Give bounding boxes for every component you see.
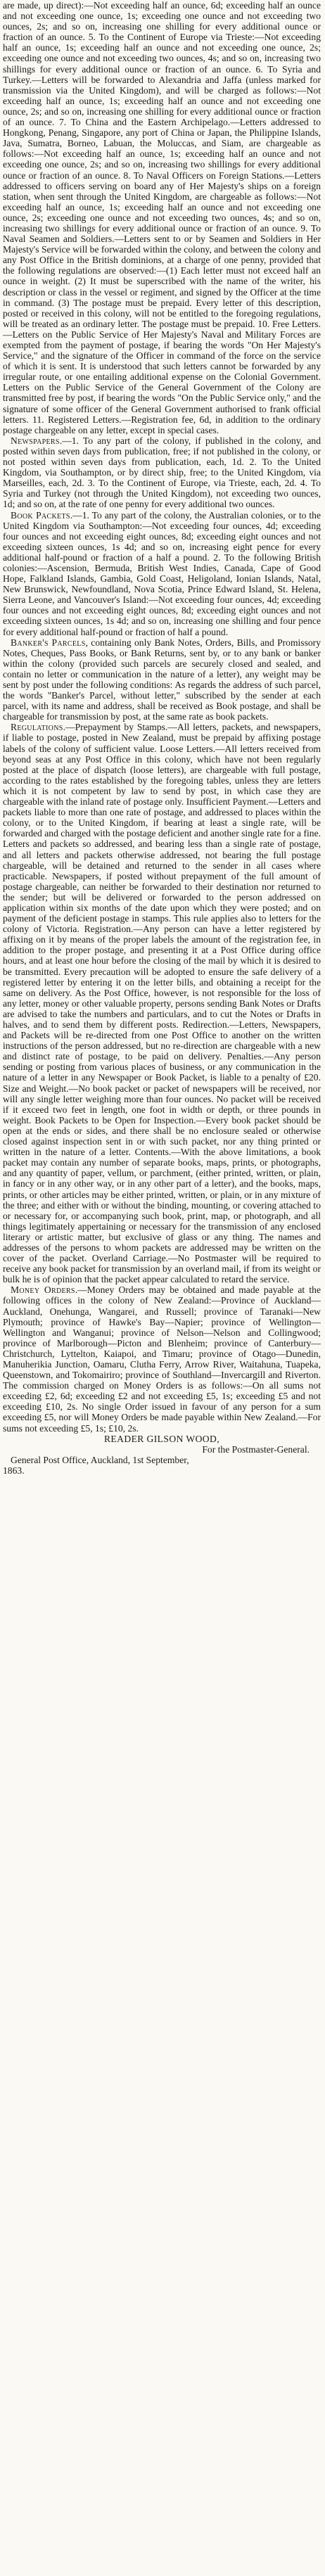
paragraph-body: .—Prepayment by Stamps.—All letters, packets, and newspapers, if liable to postage, posted in New Zealand, must be prepaid by affixing postage labels of the colony of sufficient value. Loose Letters.—All letters received from beyond seas at any Post Office in this colony, which have not been regularly posted at the place of dispatch (loose letters), are chargeable with full postage, according to the rates established by the foregoing tables, unless they are letters which it is not competent by law to send by post, in which case they are chargeable with the inland rate of postage only. Insufficient Payment.—Letters and packets liable to more than one rate of postage, and addressed to places within the colony, or to the United Kingdom, if bearing at least a single rate, will be forwarded and charged with the postage deficient and another single rate for a fine. Letters and packets so addressed, and bearing less than a single rate of postage, and all letters and packets otherwise addressed, not bearing the full postage chargeable, will be detained and returned to the sender in all cases where practicable. Newspapers, if posted without prepayment of the full amount of postage chargeable, can neither be forwarded to their destination nor returned to the sender; but will be delivered or forwarded to the person addressed on application within six months of the date upon which they were posted; and on payment of the deficient postage in stamps. This rule applies also to letters for the colony of Victoria. Registration.—Any person can have a letter registered by affixing on it by means of the proper labels the amount of the registration fee, in addition to the proper postage, and presenting it at a Post Office during office hours, and at least one hour before the closing of the mail by which it is desired to be transmitted. Every precaution will be adopted to ensure the safe delivery of a registered letter by entering it on the letter bills, and obtaining a receipt for the same on delivery. As the Post Office, however, is not responsible for the loss of any letter, money or other valuable property, persons sending Bank Notes or Drafts are advised to take the numbers and particulars, and to cut the Notes or Drafts in halves, and to send them by different posts. Redirection.—Letters, Newspapers, and Packets will be re-directed from one Post Office to another on the written instructions of the person addressed, but no re-direction are chargeable with a new and distinct rate of postage, to be paid on delivery. Penalties.—Any person sending or posting from various places of business, or any communication in the nature of a letter in any Newspaper or Book Packet, is liable to a penalty of £20. Size and Weight.—No book packet or packet of newspapers will be received, nor will any single letter weighing more than four ounces. No packet will be received if it exceed two feet in length, one foot in width or depth, or three pounds in weight. Book Packets to be Open for Inspection.—Every book packet should be open at the ends or sides, and there shall be no enclosure sealed or otherwise closed against inspection sent in or with such packet, nor any thing printed or written in the nature of a letter. Contents.—With the above limitations, a book packet may contain any number of separate books, maps, prints, or photographs, and any quantity of paper, vellum, or parchment, (either printed, written, or plain, in fancy or in any other way, or in any other part of a letter), and the books, maps, prints, or other articles may be either printed, written, or plain, or in any mixture of the three; and either with or without the binding, mounting, or covering attached to or necessary for, or accompanying such book, print, map, or photograph, and all things legitimately appertaining or necessary for the transmission of any enclosed literary or artistic matter, but exclusive of glass or any thing. The names and addresses of the persons to whom packets are addressed may be written on the cover of the packet. Overland Carriage.—No Postmaster will be required to receive any book packet for transmission by an overland mail, if from its weight or bulk he is of opinion that the packet appear calculated to retard the service. (3, 722, 321, 1285)
paragraph-heading: Book Packets (11, 509, 70, 521)
paragraph-body: .—1. To any part of the colony, if published in the colony, and posted within seven days from publication, free; if not published in the colony, or not posted within seven days from publication, each, 1d. 2. To the United Kingdom, via Southampton, or by direct ship, free; to the United Kingdom, via Marseilles, each, 2d. 3. To the Continent of Europe, via Trieste, each, 2d. 4. To Syria and Turkey (not through the United Kingdom), not exceeding two ounces, 1d; and so on, at the rate of one penny for every additional two ounces. (3, 435, 321, 510)
paragraph-body: , containing only Bank Notes, Orders, Bills, and Promissory Notes, Cheques, Pass Books, or Bank Returns, sent by, or to any bank or banker within the colony (provided such parcels are securely closed and sealed, and contain no letter or communication in the nature of a letter), any weight may be sent by post under the following conditions: As regards the address of such parcel, the words "Banker's Parcel, without letter," subscribed by the sender at each parcel, with its name and address, shall be received as Book postage, and shall be chargeable for transmission by post, at the same rate as book packets. (3, 637, 321, 722)
paragraph-newspapers (3, 435, 321, 510)
paragraph-body: are made, up direct):—Not exceeding half an ounce, 6d; exceeding half an ounce and not exceeding one ounce, 1s; exceeding one ounce and not exceeding two ounces, 2s; and so on, increasing one shilling for every additional ounce or fraction of an ounce. 5. To the Continent of Europe via Trieste:—Not exceeding half an ounce, 1s; exceeding half an ounce and not exceeding one ounce, 2s; exceeding one ounce and not exceeding two ounces, 4s; and so on, increasing two shillings for every additional ounce or fraction of an ounce. 6. To Syria and Turkey.—Letters will be forwarded to Alexandria and Jaffa (unless marked for transmission via the United Kingdom), and will be charged as follows:—Not exceeding half an ounce, 1s; exceeding half an ounce and not exceeding one ounce, 2s; and so on, increasing one shilling for every additional ounce or fraction of an ounce. 7. To China and the Eastern Archipelago.—Letters addressed to Hongkong, Penang, Singapore, any port of China or Japan, the Philippine Islands, Java, Sumatra, Borneo, Labuan, the Moluccas, and Siam, are chargeable as follows:—Not exceeding half an ounce, 1s; exceeding half an ounce and not exceeding one ounce, 2s; and so on, increasing two shillings for every additional ounce or fraction of an ounce. 8. To Naval Officers on Foreign Stations.—Letters addressed to officers serving on board any of Her Majesty's ships on a foreign station, when sent through the United Kingdom, are chargeable as follows:—Not exceeding half an ounce, 1s; exceeding half an ounce and not exceeding one ounce, 2s; exceeding one ounce and not exceeding two ounces, 4s; and so on, increasing two shillings for every additional ounce or fraction of an ounce. 9. To Naval Seamen and Soldiers.—Letters sent to or by Seamen and Soldiers in Her Majesty's Service will be forwarded within the colony, and between the colony and any Post Office in the British dominions, at a charge of one penny, provided that the following regulations are observed:—(1) Each letter must not exceed half an ounce in weight. (2) It must be superscribed with the name of the writer, his description or class in the vessel or regiment, and signed by the Officer at the time in command. (3) The postage must be prepaid. Every letter of this description, posted or received in this colony, will not be entitled to the foregoing regulations, will be treated as an ordinary letter. The postage must be prepaid. 10. Free Letters.—Letters on the Public Service of Her Majesty's Naval and Military Forces are exempted from the payment of postage, if bearing the words "On Her Majesty's Service," and the signature of the Officer in command of the force on the service of which it is sent. It is understood that such letters cannot be forwarded by any irregular route, or one entailing additional expense on the Colonial Government. Letters on the Public Service of the General Government of the Colony are transmitted free by post, if bearing the words "On the Public Service only," and the signature of some officer of the General Government authorised to frank official letters. 11. Registered Letters.—Registration fee, 6d, in addition to the ordinary postage chargeable on any letter, except in special cases. (3, 0, 321, 435)
signature-block (3, 1434, 321, 1476)
paragraph-heading: Regulations (11, 722, 63, 733)
place-and-date: General Post Office, Auckland, 1st September, (11, 1454, 189, 1465)
paragraph-body: .—Money Orders may be obtained and made payable at the following offices in the colony of New Zealand:—Province of Auckland—Auckland, Onehunga, Wangarei, and Russell; province of Taranaki—New Plymouth; province of Hawke's Bay—Napier; province of Wellington—Wellington and Wanganui; province of Nelson—Nelson and Collingwood; province of Marlborough—Picton and Blenheim; province of Canterbury—Christchurch, Lyttelton, Kaiapoi, and Timaru; province of Otago—Dunedin, Manuherikia Junction, Oamaru, Clutha Ferry, Arrow River, Waitahuna, Tuapeka, Queenstown, and Tokomairiro; province of Southland—Invercargill and Riverton. The commission charged on Money Orders is as follows:—On all sums not exceeding £2, 6d; exceeding £2 and not exceeding £5, 1s; exceeding £5 and not exceeding £10, 2s. No single Order issued in favour of any person for a sum exceeding £5, nor will Money Orders be made payable within New Zealand.—For sums not exceeding £5, 1s; £10, 2s. (3, 1284, 321, 1434)
year: 1863. (3, 1465, 25, 1476)
paragraph-heading: Banker's Parcels (11, 637, 86, 648)
paragraph-book-packets (3, 510, 321, 637)
paragraph-heading: Newspapers (11, 435, 60, 446)
signatory-role: For the Postmaster-General. (202, 1443, 310, 1455)
paragraph-heading: Money Orders (11, 1284, 75, 1296)
paragraph-money-orders (3, 1284, 321, 1433)
paragraph-bankers-parcels (3, 637, 321, 722)
paragraph-letters-rates (3, 0, 321, 435)
paragraph-regulations (3, 722, 321, 1284)
newspaper-clipping (3, 0, 321, 2576)
signatory-name: READER GILSON WOOD, (103, 1433, 220, 1444)
paragraph-body: .—1. To any part of the colony, the Australian colonies, or to the United Kingdom via Southampton:—Not exceeding four ounces, 4d; exceeding four ounces and not exceeding eight ounces, 8d; exceeding eight ounces and not exceeding sixteen ounces, 1s 4d; and so on, increasing eight pence for every additional half-pound or fraction of a half a pound. 2. To the following British colonies:—Ascension, Bermuda, British West Indies, Canada, Cape of Good Hope, Falkland Islands, Gambia, Gold Coast, Heligoland, Ionian Islands, Natal, New Brunswick, Newfoundland, Nova Scotia, Prince Edward Island, St. Helena, Sierra Leone, and Vancouver's Island:—Not exceeding four ounces, 4d; exceeding four ounces and not exceeding eight ounces, 8d; exceeding eight ounces and not exceeding sixteen ounces, 1s 4d; and so on, increasing one shilling and four pence for every additional half-pound or fraction of half a pound. (3, 509, 321, 637)
